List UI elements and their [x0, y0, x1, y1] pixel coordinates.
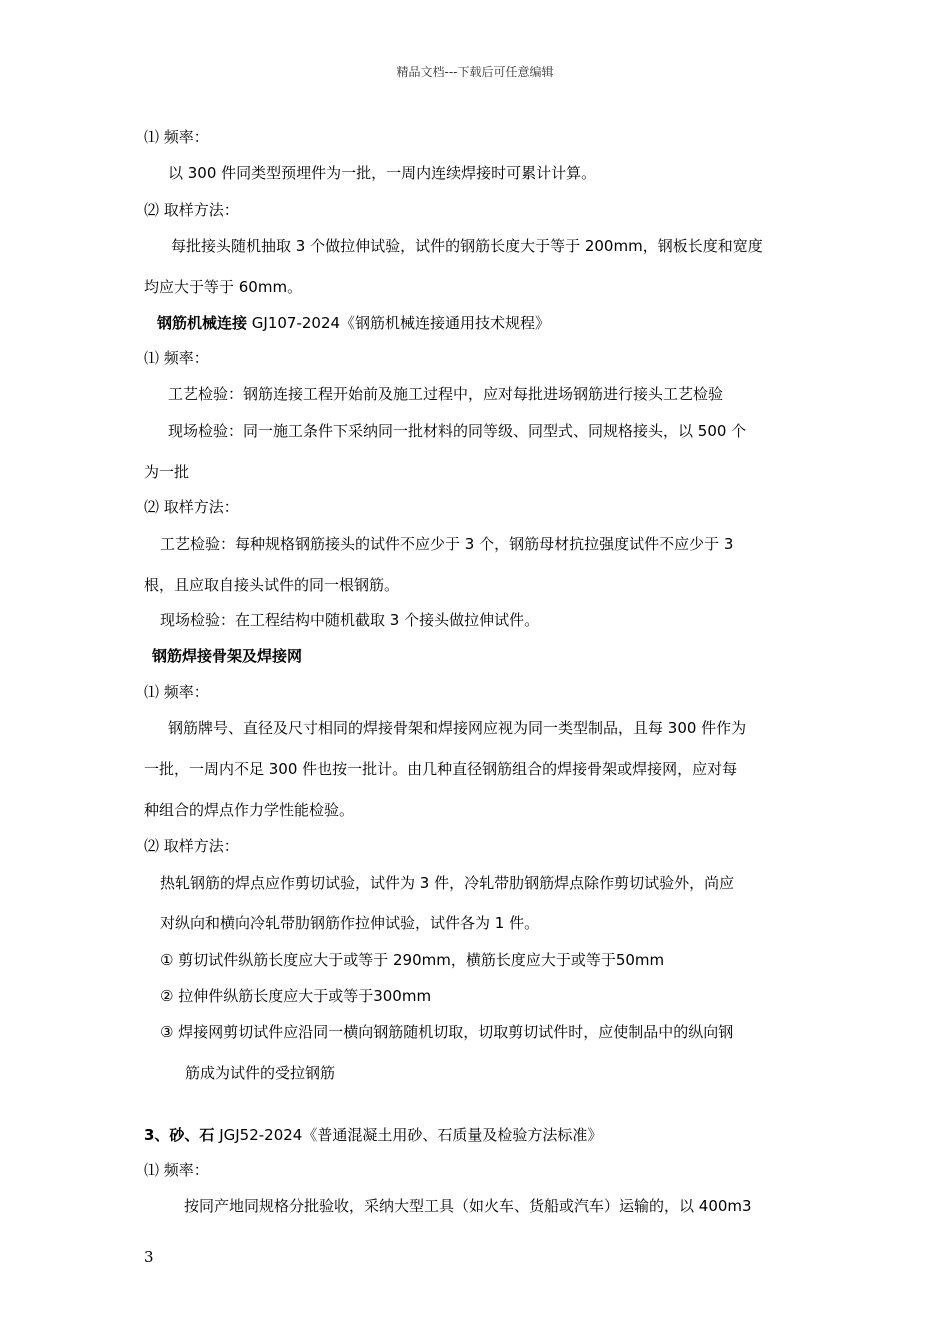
- text-line: ⑴ 频率：: [144, 683, 209, 701]
- text-line: ⑴ 频率：: [144, 349, 209, 367]
- text-line: 钢筋牌号、直径及尺寸相同的焊接骨架和焊接网应视为同一类型制品，且每 300 件作为: [168, 719, 747, 737]
- text-line: ⑵ 取样方法：: [144, 498, 239, 516]
- text-line: ⑵ 取样方法：: [144, 201, 239, 219]
- section-standard: GJ107-2024《钢筋机械连接通用技术规程》: [247, 314, 551, 332]
- text-line: ① 剪切试件纵筋长度应大于或等于 290mm，横筋长度应大于或等于50mm: [160, 951, 665, 969]
- section-heading: 钢筋机械连接: [157, 314, 248, 332]
- text-line: 种组合的焊点作力学性能检验。: [144, 801, 355, 819]
- text-line: 均应大于等于 60mm。: [144, 278, 303, 296]
- text-line: 钢筋焊接骨架及焊接网: [152, 647, 303, 665]
- page-number: 3: [144, 1248, 154, 1266]
- text-line: 为一批: [144, 463, 190, 481]
- text-line: 工艺检验：每种规格钢筋接头的试件不应少于 3 个，钢筋母材抗拉强度试件不应少于 3: [160, 535, 734, 553]
- text-line: 筋成为试件的受拉钢筋: [185, 1064, 336, 1082]
- text-line: ② 拉伸件纵筋长度应大于或等于300mm: [160, 987, 432, 1005]
- text-line: 根，且应取自接头试件的同一根钢筋。: [144, 576, 400, 594]
- text-line: ⑴ 频率：: [144, 1161, 209, 1179]
- text-line: 按同产地同规格分批验收，采纳大型工具（如火车、货船或汽车）运输的，以 400m3: [184, 1197, 752, 1215]
- text-line: 热轧钢筋的焊点应作剪切试验，试件为 3 件，冷轧带肋钢筋焊点除作剪切试验外，尚应: [160, 874, 735, 892]
- text-line: 以 300 件同类型预埋件为一批，一周内连续焊接时可累计计算。: [168, 164, 597, 182]
- text-line: ③ 焊接网剪切试件应沿同一横向钢筋随机切取，切取剪切试件时，应使制品中的纵向钢: [160, 1023, 734, 1041]
- text-line: 现场检验：在工程结构中随机截取 3 个接头做拉伸试件。: [160, 611, 540, 629]
- text-line: 现场检验：同一施工条件下采纳同一批材料的同等级、同型式、同规格接头，以 500 个: [168, 422, 747, 440]
- section-standard: JGJ52-2024《普通混凝土用砂、石质量及检验方法标准》: [214, 1126, 603, 1144]
- text-line: [144, 1125, 602, 1145]
- page-header: 精品文档---下载后可任意编辑: [396, 65, 554, 79]
- text-line: ⑵ 取样方法：: [144, 837, 239, 855]
- text-line: 对纵向和横向冷轧带肋钢筋作拉伸试验，试件各为 1 件。: [160, 914, 540, 932]
- section-heading: 3、砂、石: [144, 1126, 215, 1144]
- text-line: ⑴ 频率：: [144, 128, 209, 146]
- text-line: 工艺检验：钢筋连接工程开始前及施工过程中，应对每批进场钢筋进行接头工艺检验: [168, 385, 724, 403]
- text-line: [157, 313, 550, 333]
- text-line: 每批接头随机抽取 3 个做拉伸试验，试件的钢筋长度大于等于 200mm，钢板长度和宽度: [171, 237, 763, 255]
- text-line: 一批，一周内不足 300 件也按一批计。由几种直径钢筋组合的焊接骨架或焊接网，应对每: [144, 760, 738, 778]
